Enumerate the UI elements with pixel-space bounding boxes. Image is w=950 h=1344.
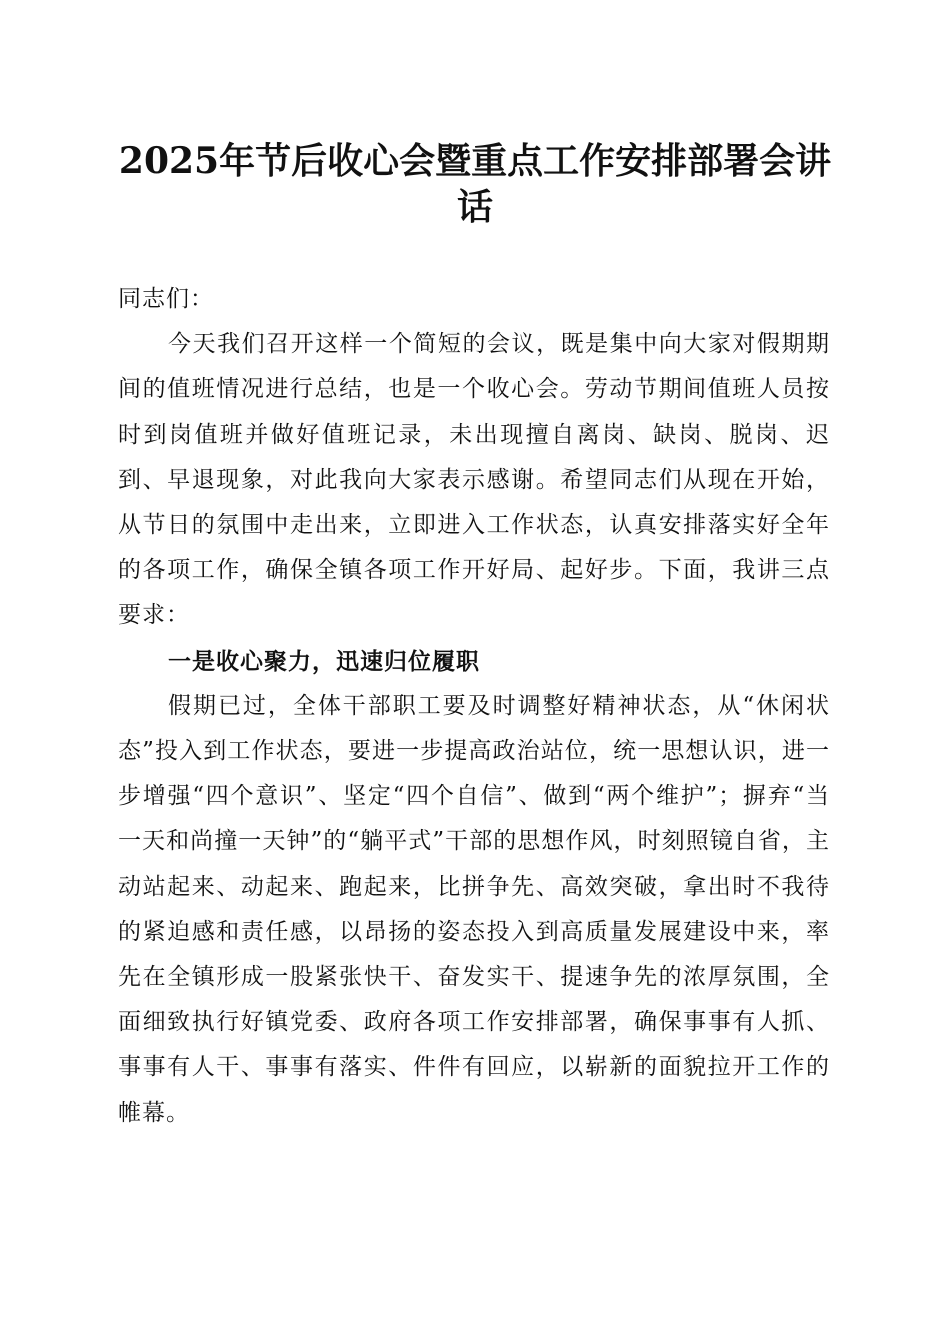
page-title [100,138,850,230]
title-line-1: 2025年节后收心会暨重点工作安排部署会讲 [118,140,832,182]
salutation: 同志们： [118,286,214,312]
intro-paragraph: 今天我们召开这样一个简短的会议，既是集中向大家对假期期间的值班情况进行总结，也是一个收心会。劳动节期间值班人员按时到岗值班并做好值班记录，未出现擅自离岗、缺岗、脱岗、迟到、早退现象，对此我向大家表示感谢。希望同志们从现在开始，从节日的氛围中走出来，立即进入工作状态，认真安排落实好全年的各项工作，确保全镇各项工作开好局、起好步。下面，我讲三点要求： [118,331,830,629]
title-line-2: 话 [456,186,493,228]
document-body [118,277,830,1136]
section-1-heading: 一是收心聚力，迅速归位履职 [168,647,480,675]
section-1-paragraph: 假期已过，全体干部职工要及时调整好精神状态，从“休闲状态”投入到工作状态，要进一步提高政治站位，统一思想认识，进一步增强“四个意识”、坚定“四个自信”、做到“两个维护”；摒弃“当一天和尚撞一天钟”的“躺平式”干部的思想作风，时刻照镜自省，主动站起来、动起来、跑起来，比拼争先、高效突破，拿出时不我待的紧迫感和责任感，以昂扬的姿态投入到高质量发展建设中来，率先在全镇形成一股紧张快干、奋发实干、提速争先的浓厚氛围，全面细致执行好镇党委、政府各项工作安排部署，确保事事有人抓、事事有人干、事事有落实、件件有回应，以崭新的面貌拉开工作的帷幕。 [118,692,830,1126]
